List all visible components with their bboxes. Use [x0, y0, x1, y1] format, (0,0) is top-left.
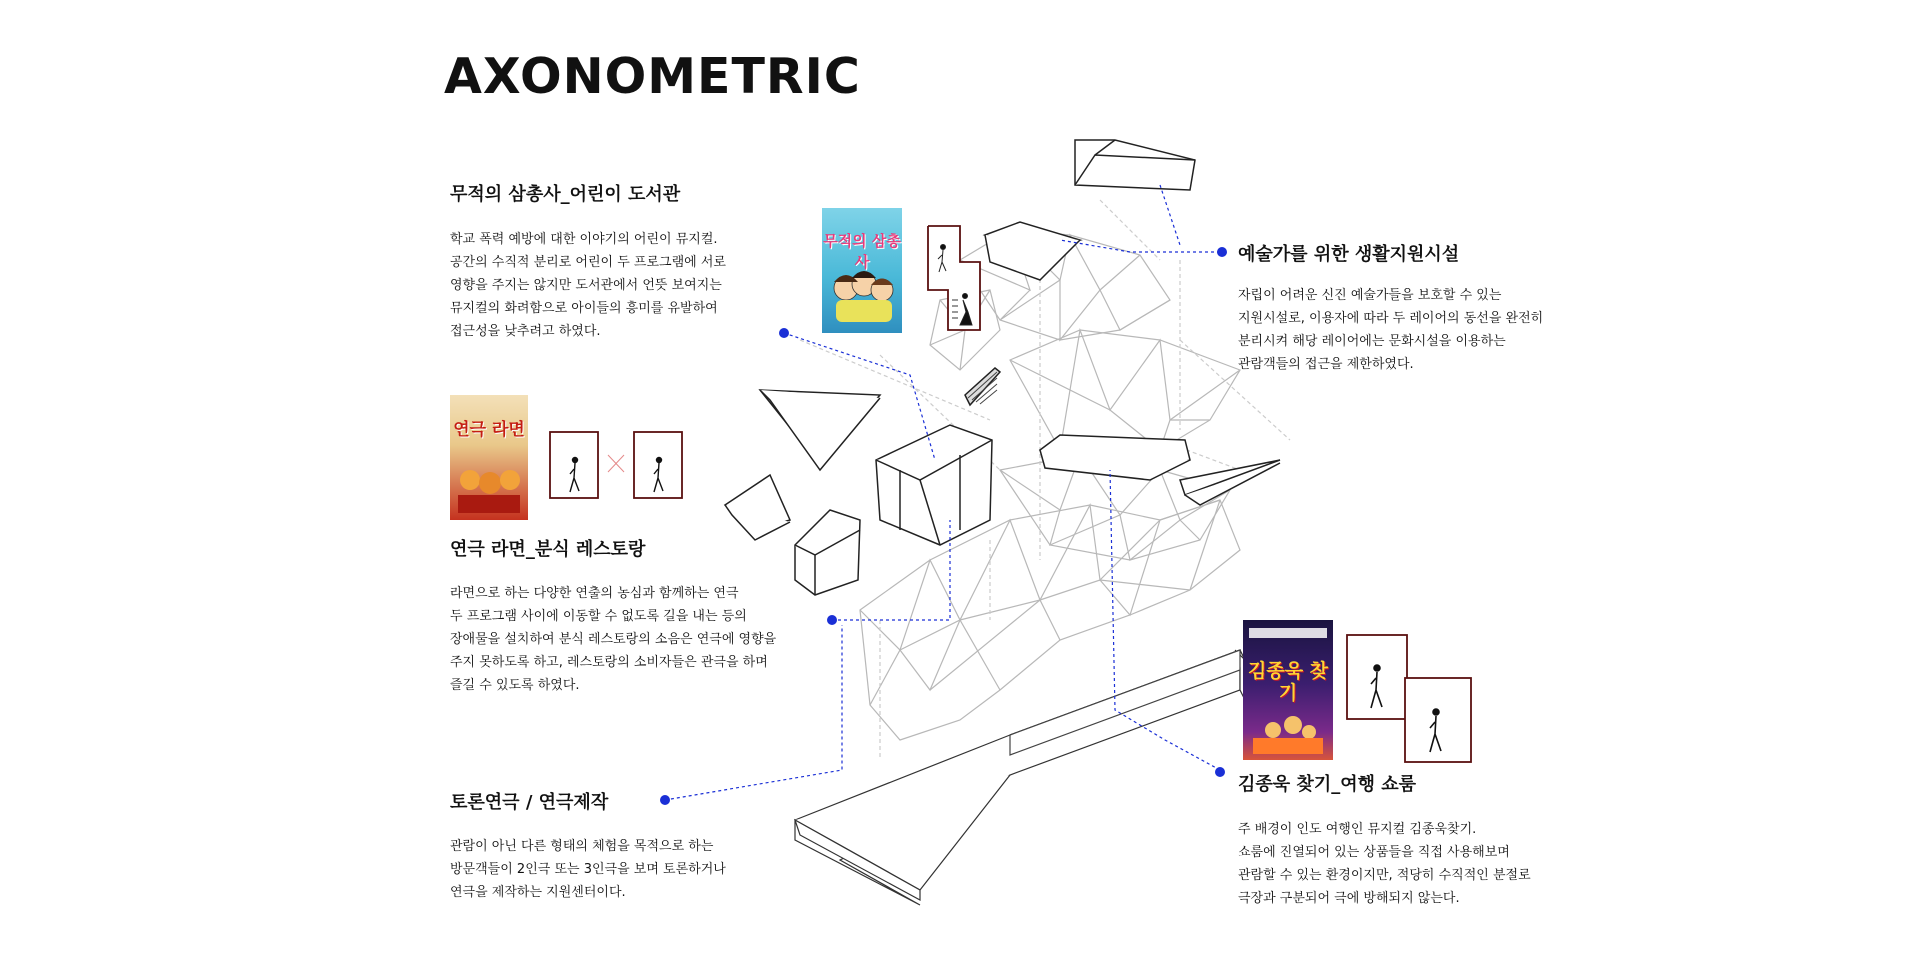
text-line: 쇼룸에 진열되어 있는 상품들을 직접 사용해보며: [1238, 845, 1510, 860]
poster-title: 연극 라면: [453, 420, 525, 440]
showroom-section-boxes: [1347, 635, 1471, 762]
page-title: AXONOMETRIC: [444, 48, 861, 105]
text-line: 관람객들의 접근을 제한하였다.: [1238, 357, 1414, 372]
text-line: 분리시켜 해당 레이어에는 문화시설을 이용하는: [1238, 334, 1506, 349]
text-line: 지원시설로, 이용자에 따라 두 레이어의 동선을 완전히: [1238, 311, 1544, 326]
heading-discussion-theater: 토론연극 / 연극제작: [450, 792, 609, 813]
text-line: 관람할 수 있는 환경이지만, 적당히 수직적인 분절로: [1238, 868, 1531, 883]
text-line: 연극을 제작하는 지원센터이다.: [450, 885, 626, 900]
text-line: 주 배경이 인도 여행인 뮤지컬 김종욱찾기.: [1238, 822, 1477, 837]
heading-ramen-restaurant: 연극 라면_분식 레스토랑: [450, 539, 646, 560]
poster-title: 김종욱 찾기: [1247, 660, 1329, 704]
text-line: 공간의 수직적 분리로 어린이 두 프로그램에 서로: [450, 255, 726, 270]
heading-travel-showroom: 김종욱 찾기_여행 쇼룸: [1238, 774, 1417, 795]
text-line: 학교 폭력 예방에 대한 이야기의 어린이 뮤지컬.: [450, 232, 718, 247]
text-line: 즐길 수 있도록 하였다.: [450, 678, 580, 693]
text-line: 라면으로 하는 다양한 연출의 농심과 함께하는 연극: [450, 586, 739, 601]
text-line: 뮤지컬의 화려함으로 아이들의 흥미를 유발하여: [450, 301, 718, 316]
text-line: 주지 못하도록 하고, 레스토랑의 소비자들은 관극을 하며: [450, 655, 768, 670]
text-line: 자립이 어려운 신진 예술가들을 보호할 수 있는: [1238, 288, 1502, 303]
text-line: 방문객들이 2인극 또는 3인극을 보며 토론하거나: [450, 862, 726, 877]
text-line: 영향을 주지는 않지만 도서관에서 언뜻 보여지는: [450, 278, 722, 293]
text-line: 극장과 구분되어 극에 방해되지 않는다.: [1238, 891, 1460, 906]
library-section-boxes: [928, 226, 980, 330]
text-line: 관람이 아닌 다른 형태의 체험을 목적으로 하는: [450, 839, 714, 854]
heading-children-library: 무적의 삼총사_어린이 도서관: [450, 184, 681, 205]
poster-title: 무적의 삼총사: [823, 232, 901, 271]
no-passage-mark: [608, 455, 624, 472]
heading-artist-support: 예술가를 위한 생활지원시설: [1238, 244, 1460, 265]
text-line: 접근성을 낮추려고 하였다.: [450, 324, 601, 339]
text-line: 두 프로그램 사이에 이동할 수 없도록 길을 내는 등의: [450, 609, 747, 624]
text-line: 장애물을 설치하여 분식 레스토랑의 소음은 연극에 영향을: [450, 632, 777, 647]
